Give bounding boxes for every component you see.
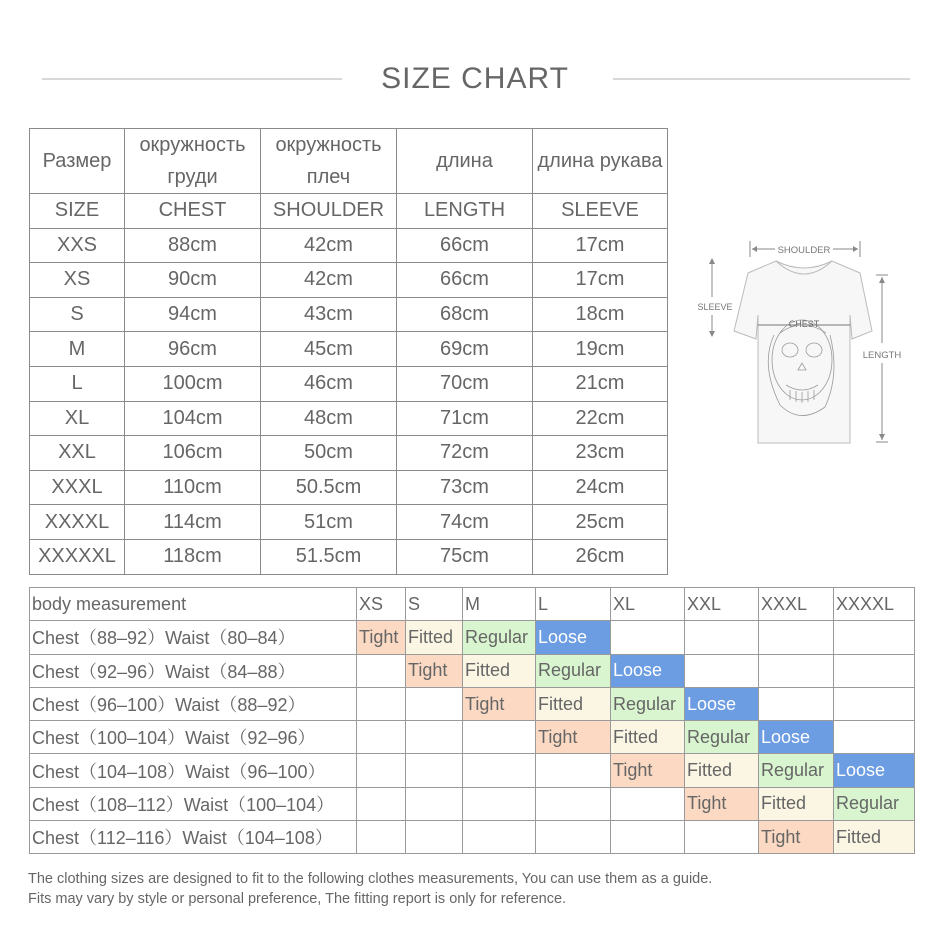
fit-cell [463, 787, 536, 820]
fit-cell [834, 687, 915, 720]
size-cell: XXL [30, 436, 125, 471]
fit-cell [834, 721, 915, 754]
fit-header-row [30, 588, 915, 621]
header-ru-0: Размер [30, 129, 125, 194]
fit-corner-label: body measurement [30, 588, 357, 621]
header-en-1: CHEST [125, 194, 261, 229]
size-cell: 26cm [533, 539, 668, 574]
fit-row-label: Chest（112–116）Waist（104–108） [30, 821, 357, 854]
header-ru-3: длина [397, 129, 533, 194]
table-row [30, 505, 668, 540]
size-cell: 94cm [125, 297, 261, 332]
fit-cell: Regular [685, 721, 759, 754]
size-cell: 114cm [125, 505, 261, 540]
fit-cell [357, 787, 406, 820]
fit-cell: Fitted [759, 787, 834, 820]
fit-cell: Loose [611, 654, 685, 687]
fit-size-header: S [406, 588, 463, 621]
fit-row-label: Chest（108–112）Waist（100–104） [30, 787, 357, 820]
chest-label: CHEST [788, 319, 820, 329]
table-row [30, 366, 668, 401]
fit-cell [463, 721, 536, 754]
table-row [30, 470, 668, 505]
table-row [30, 654, 915, 687]
fit-cell [357, 721, 406, 754]
size-cell: XXXXXL [30, 539, 125, 574]
fit-cell: Fitted [611, 721, 685, 754]
fit-cell [685, 654, 759, 687]
title-rule-right [613, 78, 910, 80]
size-cell: 66cm [397, 263, 533, 298]
fit-cell [685, 821, 759, 854]
table-row [30, 787, 915, 820]
tshirt-icon [690, 235, 915, 460]
fit-row-label: Chest（92–96）Waist（84–88） [30, 654, 357, 687]
size-cell: 100cm [125, 366, 261, 401]
size-cell: 48cm [261, 401, 397, 436]
size-cell: 51.5cm [261, 539, 397, 574]
table-row [30, 401, 668, 436]
size-cell: 50cm [261, 436, 397, 471]
fit-cell: Tight [759, 821, 834, 854]
fit-size-header: L [536, 588, 611, 621]
fit-row-label: Chest（96–100）Waist（88–92） [30, 687, 357, 720]
fit-cell: Regular [463, 621, 536, 654]
size-cell: 104cm [125, 401, 261, 436]
size-cell: XL [30, 401, 125, 436]
fit-cell [611, 787, 685, 820]
fit-row-label: Chest（104–108）Waist（96–100） [30, 754, 357, 787]
size-cell: 43cm [261, 297, 397, 332]
header-ru-4: длина рукава [533, 129, 668, 194]
fit-cell [611, 821, 685, 854]
fit-row-label: Chest（100–104）Waist（92–96） [30, 721, 357, 754]
fit-cell: Loose [834, 754, 915, 787]
size-cell: 18cm [533, 297, 668, 332]
size-cell: 19cm [533, 332, 668, 367]
fit-cell: Fitted [463, 654, 536, 687]
fit-cell [611, 621, 685, 654]
fit-size-header: XL [611, 588, 685, 621]
fit-cell [759, 621, 834, 654]
fit-cell [834, 654, 915, 687]
size-cell: 110cm [125, 470, 261, 505]
size-cell: 45cm [261, 332, 397, 367]
fit-cell [834, 621, 915, 654]
size-cell: 90cm [125, 263, 261, 298]
fit-size-header: XXXL [759, 588, 834, 621]
fit-cell [406, 821, 463, 854]
fit-cell: Regular [834, 787, 915, 820]
size-cell: XXXXL [30, 505, 125, 540]
fit-cell: Fitted [834, 821, 915, 854]
fit-cell [759, 654, 834, 687]
size-cell: L [30, 366, 125, 401]
table-row [30, 228, 668, 263]
size-table [29, 128, 668, 575]
size-cell: 69cm [397, 332, 533, 367]
size-cell: 68cm [397, 297, 533, 332]
table-row [30, 621, 915, 654]
shoulder-label: SHOULDER [777, 245, 831, 256]
fit-size-header: M [463, 588, 536, 621]
table-row [30, 332, 668, 367]
header-en-3: LENGTH [397, 194, 533, 229]
size-cell: 72cm [397, 436, 533, 471]
fit-cell [357, 654, 406, 687]
fit-cell: Tight [536, 721, 611, 754]
size-cell: 70cm [397, 366, 533, 401]
size-cell: 21cm [533, 366, 668, 401]
fit-cell [463, 821, 536, 854]
table-row [30, 263, 668, 298]
size-cell: 51cm [261, 505, 397, 540]
size-cell: 25cm [533, 505, 668, 540]
length-label: LENGTH [862, 350, 902, 361]
size-cell: 74cm [397, 505, 533, 540]
size-cell: 24cm [533, 470, 668, 505]
fit-cell [357, 754, 406, 787]
table-row [30, 821, 915, 854]
note-line-2: Fits may vary by style or personal preference, The fitting report is only for reference. [28, 891, 567, 907]
fit-cell: Loose [536, 621, 611, 654]
fit-cell: Regular [611, 687, 685, 720]
table-row [30, 754, 915, 787]
fit-cell [685, 621, 759, 654]
fit-cell: Tight [685, 787, 759, 820]
size-cell: 22cm [533, 401, 668, 436]
fit-cell [759, 687, 834, 720]
fit-size-header: XXL [685, 588, 759, 621]
size-cell: 42cm [261, 263, 397, 298]
fit-cell: Fitted [536, 687, 611, 720]
fit-cell [536, 787, 611, 820]
size-cell: 75cm [397, 539, 533, 574]
size-cell: 88cm [125, 228, 261, 263]
fit-cell: Tight [406, 654, 463, 687]
size-cell: 66cm [397, 228, 533, 263]
size-cell: 50.5cm [261, 470, 397, 505]
fit-cell [357, 687, 406, 720]
fit-cell: Loose [759, 721, 834, 754]
size-cell: 106cm [125, 436, 261, 471]
header-ru-1: окружность груди [125, 129, 261, 194]
size-cell: XS [30, 263, 125, 298]
fit-cell: Regular [536, 654, 611, 687]
fit-size-header: XXXXL [834, 588, 915, 621]
size-cell: M [30, 332, 125, 367]
size-cell: 96cm [125, 332, 261, 367]
fit-cell [463, 754, 536, 787]
fit-table [29, 587, 915, 854]
size-cell: XXXL [30, 470, 125, 505]
table-row [30, 539, 668, 574]
fit-row-label: Chest（88–92）Waist（80–84） [30, 621, 357, 654]
fit-cell: Fitted [406, 621, 463, 654]
sleeve-label: SLEEVE [697, 302, 733, 312]
fit-cell: Tight [611, 754, 685, 787]
table-row [30, 297, 668, 332]
fit-cell [357, 821, 406, 854]
size-cell: 42cm [261, 228, 397, 263]
header-ru-2: окружность плеч [261, 129, 397, 194]
size-header-ru [30, 129, 668, 194]
header-en-0: SIZE [30, 194, 125, 229]
table-row [30, 436, 668, 471]
fit-cell: Loose [685, 687, 759, 720]
fit-cell [536, 754, 611, 787]
note-line-1: The clothing sizes are designed to fit to the following clothes measurements, You can use them as a guide. [28, 871, 713, 887]
fit-cell [406, 787, 463, 820]
header-en-4: SLEEVE [533, 194, 668, 229]
size-cell: XXS [30, 228, 125, 263]
table-row [30, 687, 915, 720]
fit-cell: Tight [463, 687, 536, 720]
fit-cell [406, 687, 463, 720]
size-cell: 17cm [533, 228, 668, 263]
table-row [30, 721, 915, 754]
fit-cell [536, 821, 611, 854]
size-cell: 71cm [397, 401, 533, 436]
size-cell: 23cm [533, 436, 668, 471]
fit-cell: Regular [759, 754, 834, 787]
size-cell: 118cm [125, 539, 261, 574]
fit-cell [406, 721, 463, 754]
size-cell: S [30, 297, 125, 332]
fit-cell [406, 754, 463, 787]
fit-cell: Fitted [685, 754, 759, 787]
page-title: SIZE CHART [381, 62, 569, 95]
size-cell: 17cm [533, 263, 668, 298]
size-cell: 73cm [397, 470, 533, 505]
size-cell: 46cm [261, 366, 397, 401]
shirt-diagram [690, 235, 915, 460]
size-header-en [30, 194, 668, 229]
fit-cell: Tight [357, 621, 406, 654]
header-en-2: SHOULDER [261, 194, 397, 229]
fit-size-header: XS [357, 588, 406, 621]
